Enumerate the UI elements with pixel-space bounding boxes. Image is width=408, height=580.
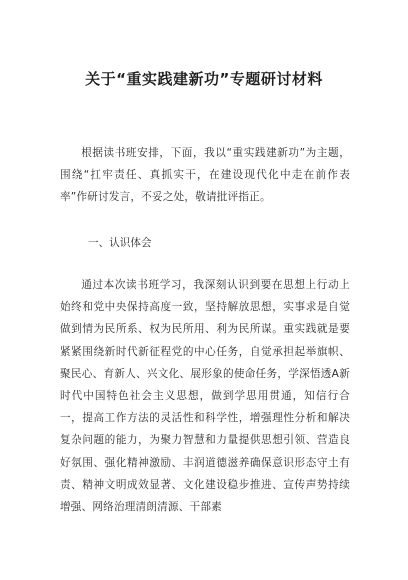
document-title: 关于“重实践建新功”专题研讨材料 — [85, 70, 323, 88]
body-paragraph: 通过本次读书班学习，我深刻认识到要在思想上行动上始终和党中央保持高度一致，坚持解放思想，实事求是自觉做到情为民所系、权为民所用、利为民所谋。重实践就是要紧紧围绕新时代新征程党的中心任务，自觉承担起举旗帜、聚民心、育新人、兴文化、展形象的使命任务，学深悟透A新时代中国特色社会主义思想，做到学思用贯通，知信行合一，提高工作方法的灵活性和科学性，增强理性分析和解决复杂问题的能力，为聚力智慧和力量提供思想引领、营造良好氛围、强化精神激励、丰润道德滋养确保意识形态守土有责、精神文明成效显著、文化建设稳步推进、宣传声势持续增强、网络治理清朗清源、干部素 — [60, 279, 350, 514]
intro-paragraph: 根据读书班安排，下面，我以“重实践建新功”为主题，围绕“扛牢责任、真抓实干，在建设现代化中走在前作表率”作研讨发言，不妥之处，敬请批评指正。 — [60, 147, 350, 204]
section-heading: 一、认识体会 — [88, 237, 152, 249]
